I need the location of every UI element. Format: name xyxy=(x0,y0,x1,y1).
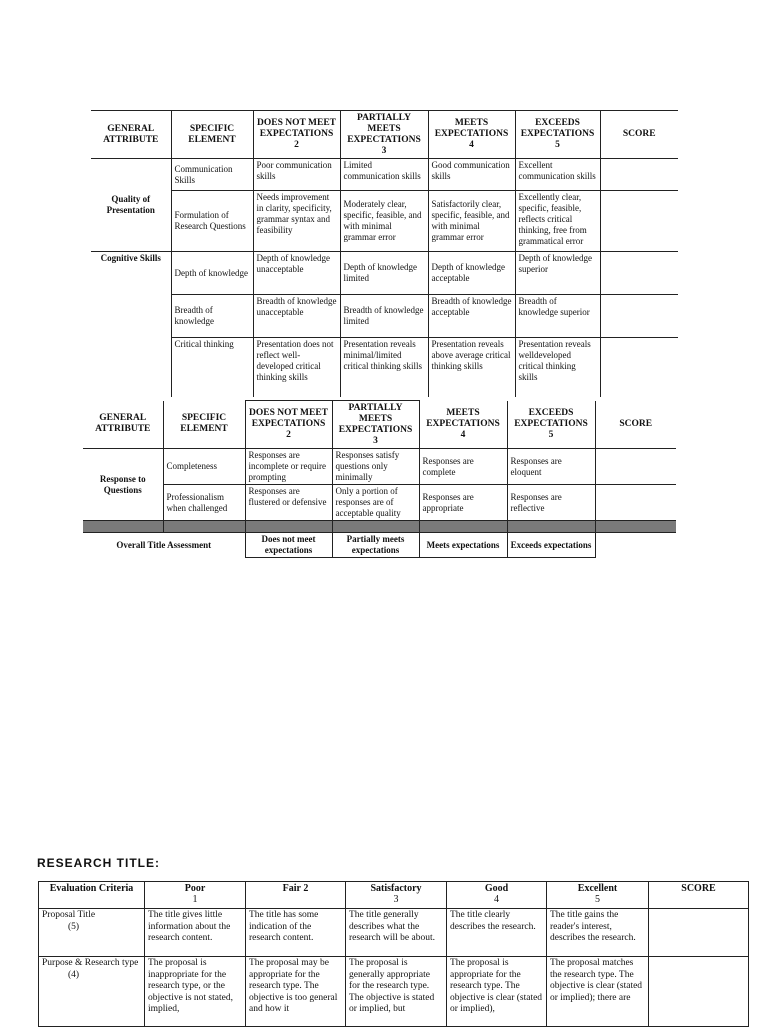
criteria-weight: (5) xyxy=(68,921,80,932)
header-score-value: 4 xyxy=(494,894,499,905)
header-score-value: 4 xyxy=(469,140,474,150)
table-row xyxy=(91,191,678,252)
header-label: Satisfactory xyxy=(370,883,422,894)
divider-cell xyxy=(163,521,245,533)
cell-meets: Responses are appropriate xyxy=(419,485,507,521)
cell-does-not-meet: Responses are incomplete or require prompting xyxy=(245,449,332,485)
cell-meets: Presentation reveals above average critical thinking skills xyxy=(428,338,515,397)
header-evaluation-criteria: Evaluation Criteria xyxy=(39,882,145,909)
header-exceeds xyxy=(507,401,595,449)
overall-score-cell xyxy=(595,533,676,558)
header-poor xyxy=(145,882,246,909)
cell-excellent: The title gains the reader's interest, describes the research. xyxy=(547,909,649,957)
divider-cell xyxy=(83,521,163,533)
cell-partially-meets: Moderately clear, specific, feasible, and with minimal grammar error xyxy=(340,191,428,252)
cell-satisfactory: The proposal is generally appropriate for the research type. The objective is stated or implied, but xyxy=(346,957,447,1027)
header-score: SCORE xyxy=(649,882,749,909)
criteria-cell xyxy=(39,909,145,957)
header-label: DOES NOT MEET EXPECTATIONS xyxy=(256,118,336,139)
overall-partially-meets: Partially meets expectations xyxy=(332,533,419,558)
score-cell xyxy=(600,191,678,252)
header-does-not-meet xyxy=(245,401,332,449)
header-row xyxy=(91,111,678,159)
criteria-weight: (4) xyxy=(68,969,80,980)
cell-excellent: The proposal matches the research type. The objective is clear (stated or implied); there are xyxy=(547,957,649,1027)
header-satisfactory xyxy=(346,882,447,909)
group-quality-of-presentation: Quality of Presentation xyxy=(91,159,171,252)
cell-exceeds: Responses are reflective xyxy=(507,485,595,521)
cell-fair: The proposal may be appropriate for the research type. The objective is too general and how it xyxy=(246,957,346,1027)
header-label: Poor xyxy=(184,883,206,894)
header-general-attribute: GENERAL ATTRIBUTE xyxy=(83,401,163,449)
header-label: Good xyxy=(484,883,509,894)
header-score-value: 3 xyxy=(373,435,378,446)
cell-exceeds: Responses are eloquent xyxy=(507,449,595,485)
row-element: Completeness xyxy=(163,449,245,485)
cell-does-not-meet: Depth of knowledge unacceptable xyxy=(253,252,340,295)
header-score: SCORE xyxy=(595,401,676,449)
header-label: Excellent xyxy=(577,883,618,894)
cell-does-not-meet: Presentation does not reflect well-developed critical thinking skills xyxy=(253,338,340,397)
header-label: EXCEEDS EXPECTATIONS xyxy=(514,407,588,429)
research-title-rubric xyxy=(38,881,749,1027)
cell-partially-meets: Depth of knowledge limited xyxy=(340,252,428,295)
header-score-value: 5 xyxy=(595,894,600,905)
row-element: Formulation of Research Questions xyxy=(171,191,253,252)
row-element: Critical thinking xyxy=(171,338,253,397)
header-meets xyxy=(428,111,515,159)
header-score-value: 5 xyxy=(548,429,554,440)
header-score: SCORE xyxy=(600,111,678,159)
cell-partially-meets: Responses satisfy questions only minimally xyxy=(332,449,419,485)
cell-good: The proposal is appropriate for the research type. The objective is clear (stated or implied), xyxy=(447,957,547,1027)
row-element: Professionalism when challenged xyxy=(163,485,245,521)
table-row xyxy=(91,252,678,295)
table-row xyxy=(91,295,678,338)
cell-exceeds: Breadth of knowledge superior xyxy=(515,295,600,338)
score-cell xyxy=(595,449,676,485)
cell-meets: Satisfactorily clear, specific, feasible, and with minimal grammar error xyxy=(428,191,515,252)
header-excellent xyxy=(547,882,649,909)
header-label: EXCEEDS EXPECTATIONS xyxy=(520,118,595,139)
header-general-attribute: GENERAL ATTRIBUTE xyxy=(91,111,171,159)
header-score-value: 4 xyxy=(460,429,466,440)
cell-does-not-meet: Responses are flustered or defensive xyxy=(245,485,332,521)
header-score-value: 2 xyxy=(294,140,299,150)
header-score-value: 3 xyxy=(393,894,399,905)
header-label: MEETS EXPECTATIONS xyxy=(426,407,500,429)
divider-cell xyxy=(507,521,595,533)
score-cell xyxy=(600,252,678,295)
cell-partially-meets: Breadth of knowledge limited xyxy=(340,295,428,338)
research-title-heading: RESEARCH TITLE: xyxy=(37,856,160,870)
header-partially-meets xyxy=(340,111,428,159)
cell-exceeds: Excellent communication skills xyxy=(515,159,600,191)
table-row xyxy=(91,159,678,191)
cell-does-not-meet: Poor communication skills xyxy=(253,159,340,191)
cell-good: The title clearly describes the research. xyxy=(447,909,547,957)
cell-exceeds: Depth of knowledge superior xyxy=(515,252,600,295)
header-does-not-meet xyxy=(253,111,340,159)
cell-poor: The title gives little information about the research content. xyxy=(145,909,246,957)
cell-exceeds: Presentation reveals welldeveloped critical thinking skills xyxy=(515,338,600,397)
group-response-to-questions: Response to Questions xyxy=(83,449,163,521)
table-row xyxy=(83,449,676,485)
header-label: MEETS EXPECTATIONS xyxy=(434,118,509,139)
cell-does-not-meet: Needs improvement in clarity, specificity, grammar syntax and feasibility xyxy=(253,191,340,252)
header-label: DOES NOT MEET EXPECTATIONS xyxy=(248,408,328,429)
header-exceeds xyxy=(515,111,600,159)
header-specific-element: SPECIFIC ELEMENT xyxy=(163,401,245,449)
cell-partially-meets: Limited communication skills xyxy=(340,159,428,191)
score-cell xyxy=(600,338,678,397)
divider-cell xyxy=(245,521,332,533)
cell-meets: Good communication skills xyxy=(428,159,515,191)
overall-assessment-label: Overall Title Assessment xyxy=(83,533,245,558)
overall-assessment-row xyxy=(83,533,676,558)
row-element: Depth of knowledge xyxy=(171,252,253,295)
cell-satisfactory: The title generally describes what the research will be about. xyxy=(346,909,447,957)
cell-meets: Responses are complete xyxy=(419,449,507,485)
criteria-cell xyxy=(39,957,145,1027)
score-cell xyxy=(595,485,676,521)
rubric-table-presentation xyxy=(91,110,678,397)
header-score-value: 1 xyxy=(192,894,198,905)
header-good xyxy=(447,882,547,909)
score-cell xyxy=(600,159,678,191)
cell-does-not-meet: Breadth of knowledge unacceptable xyxy=(253,295,340,338)
cell-exceeds: Excellently clear, specific, feasible, reflects critical thinking, free from grammatical error xyxy=(515,191,600,252)
overall-does-not-meet: Does not meet expectations xyxy=(245,533,332,558)
divider-row xyxy=(83,521,676,533)
overall-exceeds: Exceeds expectations xyxy=(507,533,595,558)
table-row xyxy=(39,909,749,957)
cell-fair: The title has some indication of the research content. xyxy=(246,909,346,957)
header-label: PARTIALLY MEETS EXPECTATIONS xyxy=(338,402,413,435)
header-score-value: 3 xyxy=(381,145,387,156)
header-meets xyxy=(419,401,507,449)
rubric-table-questions xyxy=(83,400,676,558)
header-row xyxy=(39,882,749,909)
header-score-value: 2 xyxy=(286,430,291,440)
cell-partially-meets: Only a portion of responses are of acceptable quality xyxy=(332,485,419,521)
cell-meets: Depth of knowledge acceptable xyxy=(428,252,515,295)
header-label: PARTIALLY MEETS EXPECTATIONS xyxy=(347,112,421,145)
row-element: Communication Skills xyxy=(171,159,253,191)
header-fair: Fair 2 xyxy=(246,882,346,909)
table-row xyxy=(91,338,678,397)
criteria-label: Purpose & Research type xyxy=(42,958,139,968)
cell-poor: The proposal is inappropriate for the research type, or the objective is not stated, implied, xyxy=(145,957,246,1027)
cell-partially-meets: Presentation reveals minimal/limited critical thinking skills xyxy=(340,338,428,397)
group-cognitive-skills: Cognitive Skills xyxy=(91,252,171,397)
criteria-label: Proposal Title xyxy=(42,910,96,920)
score-cell xyxy=(649,909,749,957)
header-specific-element: SPECIFIC ELEMENT xyxy=(171,111,253,159)
row-element: Breadth of knowledge xyxy=(171,295,253,338)
header-score-value: 5 xyxy=(555,140,560,150)
divider-cell xyxy=(419,521,507,533)
divider-cell xyxy=(595,521,676,533)
header-partially-meets xyxy=(332,401,419,449)
score-cell xyxy=(600,295,678,338)
table-row xyxy=(39,957,749,1027)
divider-cell xyxy=(332,521,419,533)
header-row xyxy=(83,401,676,449)
overall-meets: Meets expectations xyxy=(419,533,507,558)
table-row xyxy=(83,485,676,521)
cell-meets: Breadth of knowledge acceptable xyxy=(428,295,515,338)
score-cell xyxy=(649,957,749,1027)
